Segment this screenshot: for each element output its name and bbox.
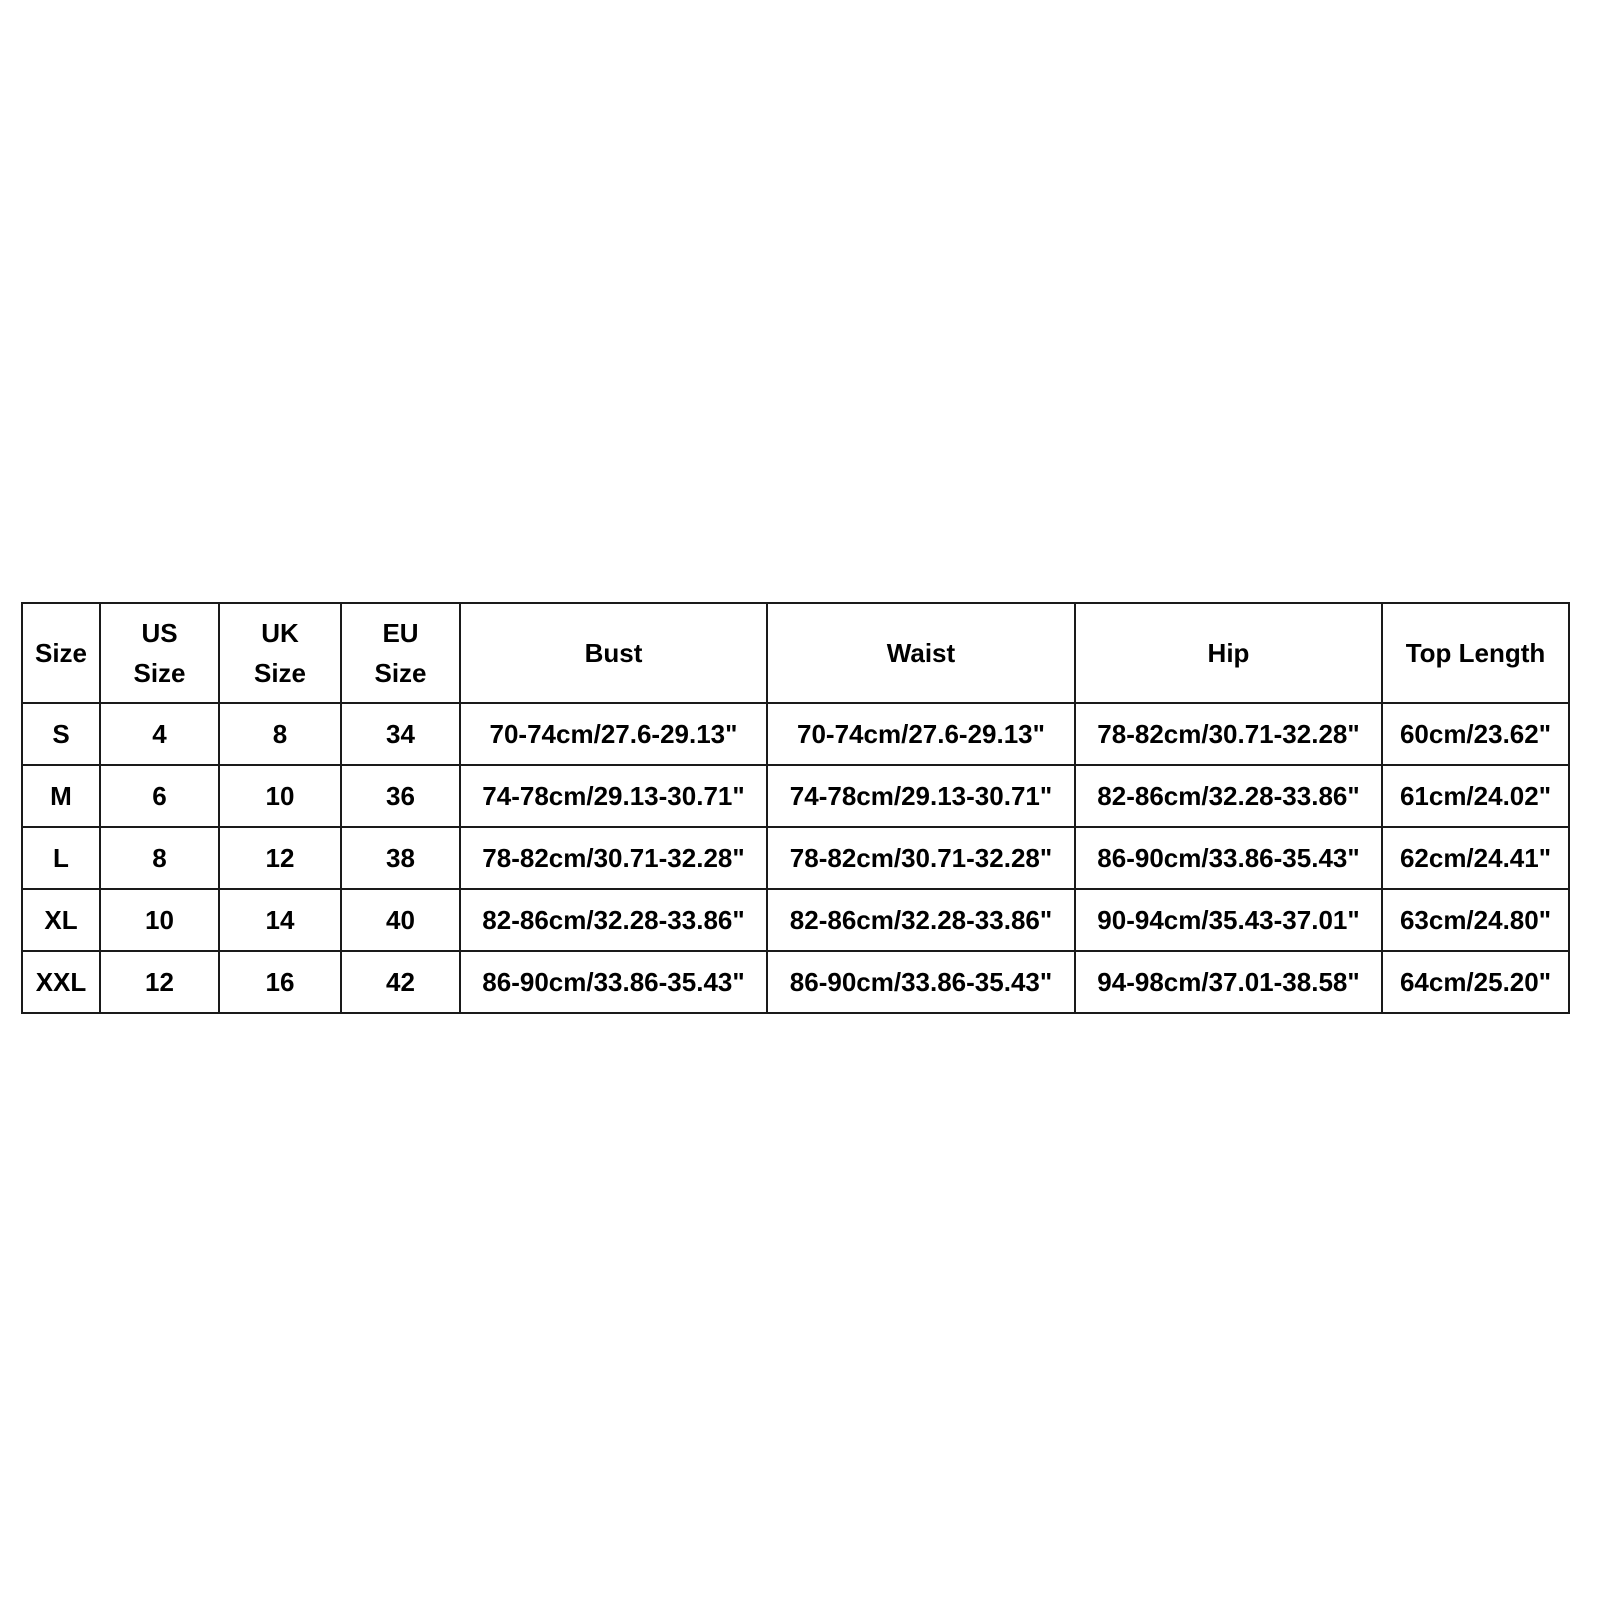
cell-us-size: 4 bbox=[100, 703, 219, 765]
cell-uk-size: 16 bbox=[219, 951, 341, 1013]
header-label: EU bbox=[382, 618, 419, 648]
cell-bust: 70-74cm/27.6-29.13" bbox=[460, 703, 767, 765]
header-label: Bust bbox=[584, 638, 643, 668]
header-label: Top Length bbox=[1405, 638, 1546, 668]
header-waist bbox=[767, 603, 1075, 703]
cell-eu-size: 34 bbox=[341, 703, 460, 765]
cell-hip: 90-94cm/35.43-37.01" bbox=[1075, 889, 1382, 951]
header-eu-size bbox=[341, 603, 460, 703]
cell-size: XXL bbox=[22, 951, 100, 1013]
header-label: Waist bbox=[886, 638, 956, 668]
header-label: US bbox=[141, 618, 178, 648]
header-top-length bbox=[1382, 603, 1569, 703]
cell-hip: 94-98cm/37.01-38.58" bbox=[1075, 951, 1382, 1013]
table-body bbox=[22, 703, 1569, 1013]
cell-eu-size: 36 bbox=[341, 765, 460, 827]
cell-eu-size: 42 bbox=[341, 951, 460, 1013]
cell-waist: 74-78cm/29.13-30.71" bbox=[767, 765, 1075, 827]
header-label: Size bbox=[34, 638, 88, 668]
cell-uk-size: 14 bbox=[219, 889, 341, 951]
table-row bbox=[22, 889, 1569, 951]
cell-uk-size: 10 bbox=[219, 765, 341, 827]
cell-us-size: 12 bbox=[100, 951, 219, 1013]
table-row bbox=[22, 951, 1569, 1013]
table-row bbox=[22, 703, 1569, 765]
cell-size: XL bbox=[22, 889, 100, 951]
header-bust bbox=[460, 603, 767, 703]
header-uk-size bbox=[219, 603, 341, 703]
cell-uk-size: 12 bbox=[219, 827, 341, 889]
cell-eu-size: 40 bbox=[341, 889, 460, 951]
header-label-sub: Size bbox=[374, 658, 427, 688]
table-header bbox=[22, 603, 1569, 703]
cell-top-length: 62cm/24.41" bbox=[1382, 827, 1569, 889]
header-row bbox=[22, 603, 1569, 703]
cell-uk-size: 8 bbox=[219, 703, 341, 765]
header-label: Hip bbox=[1207, 638, 1250, 668]
size-chart-table bbox=[21, 602, 1570, 1014]
cell-us-size: 6 bbox=[100, 765, 219, 827]
cell-top-length: 60cm/23.62" bbox=[1382, 703, 1569, 765]
header-label: UK bbox=[261, 618, 299, 648]
cell-bust: 86-90cm/33.86-35.43" bbox=[460, 951, 767, 1013]
cell-top-length: 64cm/25.20" bbox=[1382, 951, 1569, 1013]
cell-waist: 82-86cm/32.28-33.86" bbox=[767, 889, 1075, 951]
cell-size: L bbox=[22, 827, 100, 889]
header-hip bbox=[1075, 603, 1382, 703]
table-row bbox=[22, 765, 1569, 827]
header-label-sub: Size bbox=[253, 658, 307, 688]
header-label-sub: Size bbox=[133, 658, 186, 688]
cell-us-size: 10 bbox=[100, 889, 219, 951]
cell-top-length: 61cm/24.02" bbox=[1382, 765, 1569, 827]
cell-top-length: 63cm/24.80" bbox=[1382, 889, 1569, 951]
cell-waist: 86-90cm/33.86-35.43" bbox=[767, 951, 1075, 1013]
cell-size: S bbox=[22, 703, 100, 765]
cell-eu-size: 38 bbox=[341, 827, 460, 889]
cell-hip: 78-82cm/30.71-32.28" bbox=[1075, 703, 1382, 765]
cell-waist: 78-82cm/30.71-32.28" bbox=[767, 827, 1075, 889]
cell-bust: 74-78cm/29.13-30.71" bbox=[460, 765, 767, 827]
cell-waist: 70-74cm/27.6-29.13" bbox=[767, 703, 1075, 765]
table-row bbox=[22, 827, 1569, 889]
cell-hip: 82-86cm/32.28-33.86" bbox=[1075, 765, 1382, 827]
cell-size: M bbox=[22, 765, 100, 827]
cell-bust: 82-86cm/32.28-33.86" bbox=[460, 889, 767, 951]
cell-bust: 78-82cm/30.71-32.28" bbox=[460, 827, 767, 889]
header-size bbox=[22, 603, 100, 703]
cell-us-size: 8 bbox=[100, 827, 219, 889]
header-us-size bbox=[100, 603, 219, 703]
cell-hip: 86-90cm/33.86-35.43" bbox=[1075, 827, 1382, 889]
